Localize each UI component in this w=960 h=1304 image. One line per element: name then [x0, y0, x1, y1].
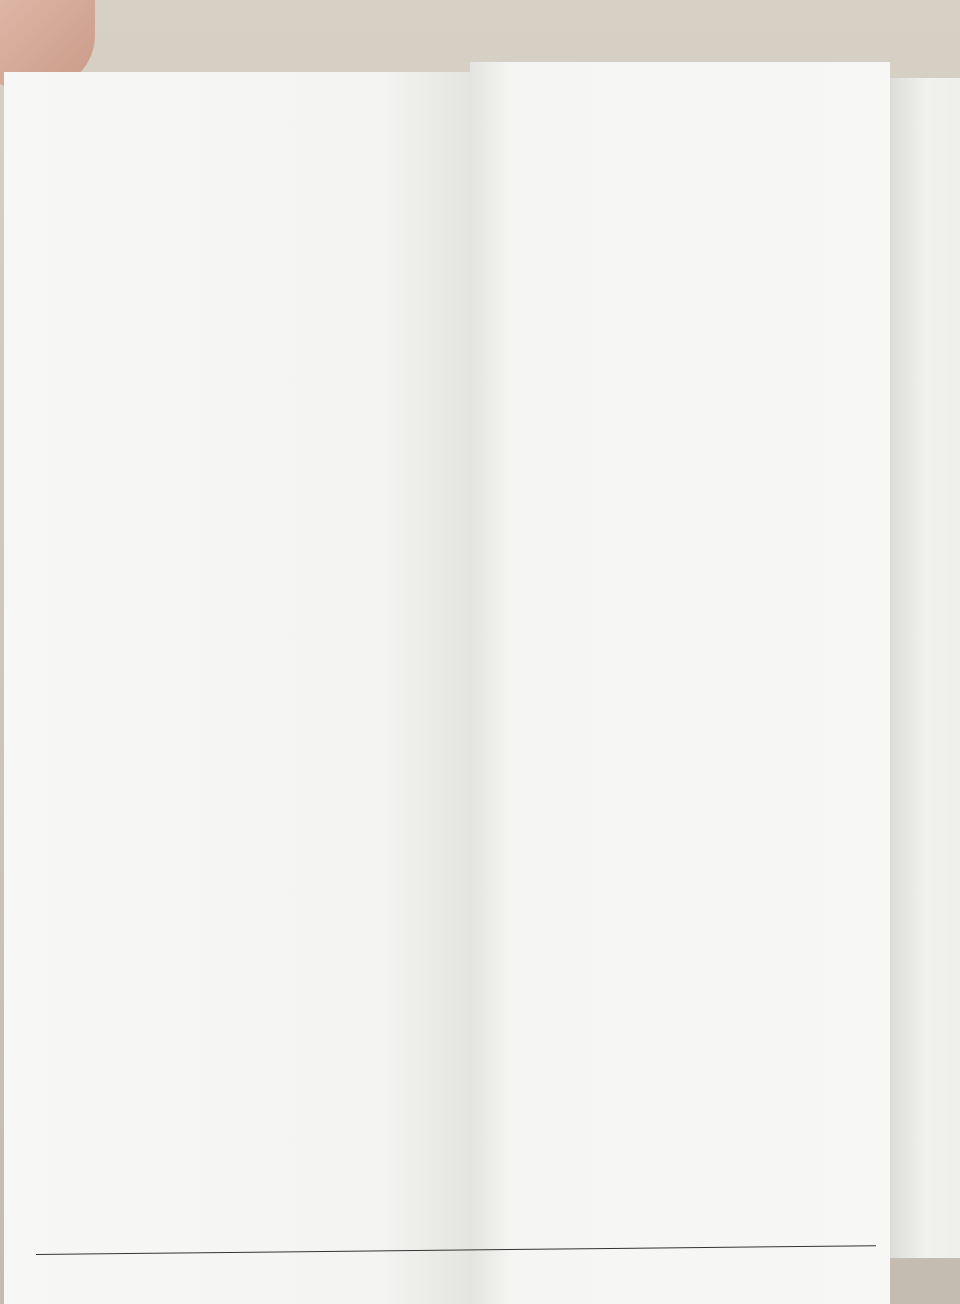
next-page-edge	[890, 78, 960, 1258]
right-page	[470, 62, 890, 1304]
left-page	[4, 72, 474, 1304]
